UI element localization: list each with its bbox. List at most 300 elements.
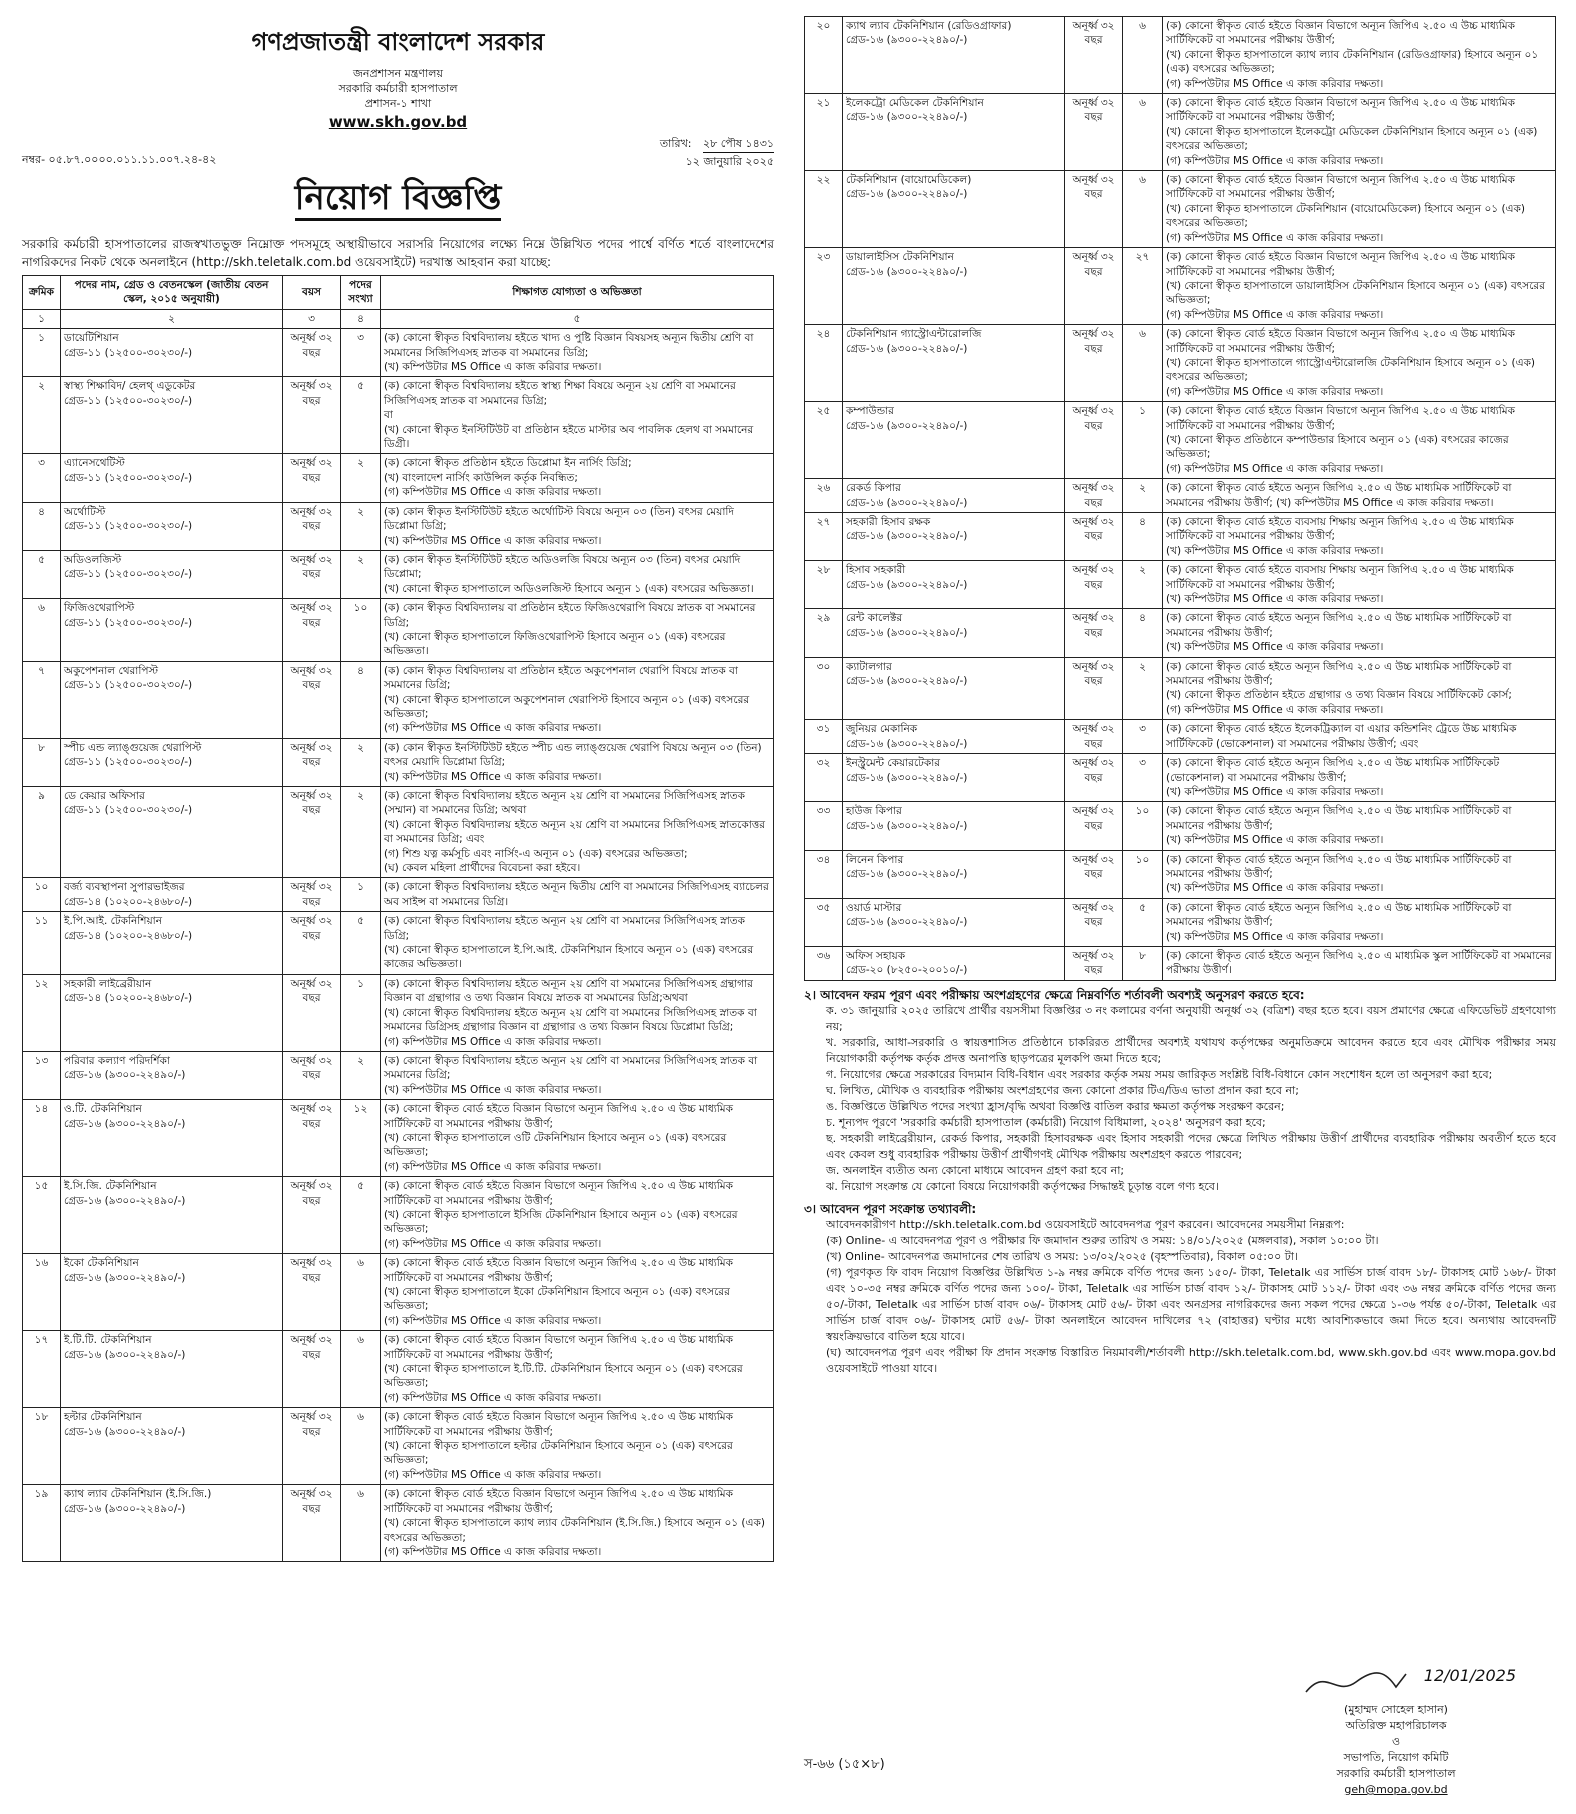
table-row — [805, 402, 1556, 479]
post-name: ইনস্ট্রুমেন্ট কেয়ারটেকার — [846, 757, 941, 770]
table-row — [23, 878, 774, 912]
row-post — [843, 609, 1065, 657]
qualification-line: (ক) কোনো স্বীকৃত বোর্ড হইতে বিজ্ঞান বিভাগে অন্যূন জিপিএ ২.৫০ এ উচ্চ মাধ্যমিক সার্টিফিকেট বা সমমানের পরীক্ষায় উত্তীর্ণ; — [1166, 405, 1515, 432]
qualification-line: (গ) কম্পিউটার MS Office এ কাজ করিবার দক্ষতা। — [384, 1545, 602, 1558]
table-row — [805, 754, 1556, 802]
table-row — [805, 657, 1556, 720]
row-age: অনূর্ধ্ব ৩২ বছর — [283, 661, 341, 738]
row-serial: ৩৬ — [805, 946, 843, 980]
row-age: অনূর্ধ্ব ৩২ বছর — [283, 1408, 341, 1485]
qualification-line: (খ) কোনো স্বীকৃত বিশ্ববিদ্যালয় হইতে অন্যূন ২য় শ্রেণি বা সমমানের সিজিপিএসহ স্নাতকোত্তর বা সমমানের ডিগ্রি; এবং — [384, 818, 766, 846]
date-label: তারিখ: — [659, 137, 692, 150]
row-count: ৬ — [1123, 94, 1163, 171]
table-row — [805, 720, 1556, 754]
row-count: ১০ — [1123, 850, 1163, 898]
row-count: ১ — [341, 974, 381, 1051]
qualification-line: (গ) কম্পিউটার MS Office এ কাজ করিবার দক্ষতা। — [1166, 154, 1384, 167]
row-serial: ৩২ — [805, 754, 843, 802]
post-grade: গ্রেড-১৬ (৯৩০০-২২৪৯০/-) — [64, 1069, 186, 1082]
row-post — [843, 946, 1065, 980]
table-row — [23, 1100, 774, 1177]
row-qualification — [381, 1051, 774, 1099]
qualification-line: (ক) কোনো স্বীকৃত বোর্ড হইতে বিজ্ঞান বিভাগে অন্যূন জিপিএ ২.৫০ এ উচ্চ মাধ্যমিক সার্টিফিকেট বা সমমানের পরীক্ষায় উত্তীর্ণ; — [1166, 174, 1515, 201]
row-count: ৬ — [1123, 17, 1163, 94]
post-name: অডিওলজিস্ট — [64, 553, 122, 566]
qualification-line: (ক) কোনো স্বীকৃত বোর্ড হইতে অন্যূন জিপিএ ২.৫০ এ উচ্চ মাধ্যমিক সার্টিফিকেট বা সমমানের পরীক্ষায় উত্তীর্ণ; — [1166, 853, 1512, 880]
post-grade: গ্রেড-১৬ (৯৩০০-২২৪৯০/-) — [64, 1425, 186, 1438]
qualification-line: (খ) কোনো স্বীকৃত হাসপাতালে ফিজিওথেরাপিস্ট হিসাবে অন্যূন ০১ (এক) বৎসরের অভিজ্ঞতা। — [384, 630, 726, 658]
row-serial: ৩৪ — [805, 850, 843, 898]
qualification-line: (খ) কোনো স্বীকৃত হাসপাতালে ওটি টেকনিশিয়ান হিসাবে অন্যূন ০১ (এক) বৎসরের অভিজ্ঞতা; — [384, 1131, 727, 1159]
qualification-line: (খ) বাংলাদেশ নার্সিং কাউন্সিল কর্তৃক নিবন্ধিত; — [384, 471, 578, 484]
row-serial: ৯ — [23, 787, 61, 878]
row-serial: ২৫ — [805, 402, 843, 479]
row-serial: ১৬ — [23, 1254, 61, 1331]
qualification-line: (খ) কোনো স্বীকৃত হাসপাতালে ইসিজি টেকনিশিয়ান হিসাবে অন্যূন ০১ (এক) বৎসরের অভিজ্ঞতা; — [384, 1208, 738, 1236]
qualification-line: (খ) কম্পিউটার MS Office এ কাজ করিবার দক্ষতা। — [384, 361, 602, 374]
qualification-line: (গ) কম্পিউটার MS Office এ কাজ করিবার দক্ষতা। — [1166, 308, 1384, 321]
table-row — [805, 94, 1556, 171]
condition-item: খ. সরকারি, আধা-সরকারি ও স্বায়ত্তশাসিত প্রতিষ্ঠানে চাকরিরত প্রার্থীদের অবশ্যই যথাযথ কর্তৃপক্ষের অনুমতিক্রমে আবেদন করতে হবে এবং মৌখিক পরীক্ষার সময় নিয়োগকারী কর্তৃপক্ষ কর্তৃক প্রদত্ত অনাপত্তি ছাড়পত্রের মূলকপি জমা দিতে হবে; — [826, 1035, 1556, 1065]
row-post — [61, 912, 283, 975]
post-grade: গ্রেড-১১ (১২৫০০-৩০২৩০/-) — [64, 394, 193, 407]
row-serial: ১৪ — [23, 1100, 61, 1177]
post-name: বর্জ্য ব্যবস্থাপনা সুপারভাইজর — [64, 881, 185, 894]
date-bengali: ২৮ পৌষ ১৪৩১ — [703, 135, 774, 153]
memo-row — [22, 135, 774, 170]
row-age: অনূর্ধ্ব ৩২ বছর — [283, 329, 341, 377]
row-post — [843, 802, 1065, 850]
signature-block — [1266, 1662, 1526, 1798]
row-count: ৫ — [1123, 898, 1163, 946]
qualification-line: (খ) কোনো স্বীকৃত হাসপাতালে ই.পি.আই. টেকনিশিয়ান হিসাবে অন্যূন ০১ (এক) বৎসরের কাজের অভিজ্ঞতা। — [384, 944, 754, 971]
qualification-line: (ক) কোনো স্বীকৃত বোর্ড হইতে অন্যূন জিপিএ ২.৫০ এ উচ্চ মাধ্যমিক সার্টিফিকেট বা সমমানের পরীক্ষায় উত্তীর্ণ; — [1166, 805, 1512, 832]
application-item: (ক) Online- এ আবেদনপত্র পূরণ ও পরীক্ষার ফি জমাদান শুরুর তারিখ ও সময়: ১৪/০১/২০২৫ (মঙ্গলবার), সকাল ১০:০০ টা। — [826, 1233, 1379, 1247]
table-row — [805, 248, 1556, 325]
post-grade: গ্রেড-১৬ (৯৩০০-২২৪৯০/-) — [846, 819, 968, 832]
qualification-line: (খ) কোনো স্বীকৃত হাসপাতালে ইকো টেকনিশিয়ান হিসাবে অন্যূন ০১ (এক) বৎসরের অভিজ্ঞতা; — [384, 1286, 730, 1313]
row-serial: ৫ — [23, 550, 61, 598]
post-name: সহকারী হিসাব রক্ষক — [846, 516, 931, 528]
row-age: অনূর্ধ্ব ৩২ বছর — [1065, 171, 1123, 248]
row-post — [61, 1051, 283, 1099]
table-row — [23, 912, 774, 975]
row-qualification — [381, 1177, 774, 1254]
qualification-line: (ক) কোনো স্বীকৃত বোর্ড হইতে বিজ্ঞান বিভাগে অন্যূন জিপিএ ২.৫০ এ উচ্চ মাধ্যমিক সার্টিফিকেট বা সমমানের পরীক্ষায় উত্তীর্ণ; — [1166, 251, 1515, 278]
row-serial: ২২ — [805, 171, 843, 248]
row-age: অনূর্ধ্ব ৩২ বছর — [1065, 479, 1123, 513]
post-name: জুনিয়র মেকানিক — [846, 723, 918, 736]
row-age: অনূর্ধ্ব ৩২ বছর — [283, 1254, 341, 1331]
row-post — [843, 720, 1065, 754]
row-age: অনূর্ধ্ব ৩২ বছর — [283, 1177, 341, 1254]
signature-scribble — [1266, 1662, 1526, 1702]
table-row — [805, 898, 1556, 946]
row-serial: ২৯ — [805, 609, 843, 657]
qualification-line: (গ) কম্পিউটার MS Office এ কাজ করিবার দক্ষতা। — [384, 1468, 602, 1481]
row-serial: ২৬ — [805, 479, 843, 513]
row-age: অনূর্ধ্ব ৩২ বছর — [1065, 657, 1123, 720]
application-intro: আবেদনকারীগণ http://skh.teletalk.com.bd ওয়েবসাইটে আবেদনপত্র পূরণ করবেন। আবেদনের সময়সীমা নিম্নরূপ: — [826, 1217, 1345, 1231]
date-block — [660, 135, 774, 170]
post-name: ক্যাথ ল্যাব টেকনিশিয়ান (ই.সি.জি.) — [64, 1488, 212, 1501]
qualification-line: (ক) কোনো স্বীকৃত বোর্ড হইতে বিজ্ঞান বিভাগে অন্যূন জিপিএ ২.৫০ এ উচ্চ মাধ্যমিক সার্টিফিকেট বা সমমানের পরীক্ষায় উত্তীর্ণ; — [1166, 328, 1515, 355]
row-qualification — [381, 1100, 774, 1177]
qualification-line: (ক) কোনো স্বীকৃত বোর্ড হইতে বিজ্ঞান বিভাগে অন্যূন জিপিএ ২.৫০ এ উচ্চ মাধ্যমিক সার্টিফিকেট বা সমমানের পরীক্ষায় উত্তীর্ণ; — [1166, 97, 1515, 124]
row-count: ৩ — [1123, 720, 1163, 754]
post-name: ইলেকট্রো মেডিকেল টেকনিশিয়ান — [846, 97, 984, 110]
post-name: স্পীচ এন্ড ল্যাঙ্গুয়েজ থেরাপিস্ট — [64, 741, 202, 754]
row-age: অনূর্ধ্ব ৩২ বছর — [1065, 402, 1123, 479]
qualification-line: (ক) কোন স্বীকৃত বিশ্ববিদ্যালয় বা প্রতিষ্ঠান হইতে অকুপেশনাল থেরাপি বিষয়ে স্নাতক বা সমমানের ডিগ্রি; — [384, 664, 738, 692]
post-name: ডায়ালাইসিস টেকনিশিয়ান — [846, 251, 954, 264]
row-serial: ১ — [23, 329, 61, 377]
qualification-line: (গ) কম্পিউটার MS Office এ কাজ করিবার দক্ষতা। — [1166, 231, 1384, 244]
table-body-left — [23, 329, 774, 1562]
post-name: ই.পি.আই. টেকনিশিয়ান — [64, 915, 162, 928]
row-qualification — [381, 912, 774, 975]
post-grade: গ্রেড-১১ (১২৫০০-৩০২৩০/-) — [64, 756, 193, 769]
row-count: ১০ — [341, 599, 381, 662]
post-grade: গ্রেড-১৬ (৯৩০০-২২৪৯০/-) — [64, 1117, 186, 1130]
row-count: ৬ — [1123, 325, 1163, 402]
section-line: প্রশাসন-১ শাখা — [364, 97, 432, 110]
application-heading: ৩। আবেদন পূরণ সংক্রান্ত তথ্যাবলী: — [804, 1201, 977, 1216]
row-qualification — [381, 599, 774, 662]
row-qualification — [381, 1485, 774, 1562]
row-post — [843, 325, 1065, 402]
row-serial: ১৩ — [23, 1051, 61, 1099]
qualification-line: (খ) কম্পিউটার MS Office এ কাজ করিবার দক্ষতা। — [1166, 641, 1384, 654]
row-age: অনূর্ধ্ব ৩২ বছর — [283, 974, 341, 1051]
post-grade: গ্রেড-১৬ (৯৩০০-২২৪৯০/-) — [846, 675, 968, 688]
row-count: ৩ — [1123, 754, 1163, 802]
row-post — [61, 974, 283, 1051]
row-count: ৫ — [341, 1177, 381, 1254]
row-post — [843, 94, 1065, 171]
row-count: ৮ — [1123, 946, 1163, 980]
post-grade: গ্রেড-১৬ (৯৩০০-২২৪৯০/-) — [846, 737, 968, 750]
post-name: সহকারী লাইব্রেরীয়ান — [64, 977, 152, 990]
post-grade: গ্রেড-১৬ (৯৩০০-২২৪৯০/-) — [64, 1348, 186, 1361]
row-qualification — [1163, 325, 1556, 402]
row-serial: ২৩ — [805, 248, 843, 325]
qualification-line: (ক) কোনো স্বীকৃত বিশ্ববিদ্যালয় হইতে অন্যূন ২য় শ্রেণি বা সমমানের সিজিপিএসহ গ্রন্থাগার বিজ্ঞান বা গ্রন্থাগার ও তথ্য বিজ্ঞান বিষয়ে স্নাতক বা সমমানের ডিগ্রি;অথবা — [384, 977, 753, 1005]
post-name: ফিজিওথেরাপিস্ট — [64, 602, 135, 615]
table-row — [23, 661, 774, 738]
row-count: ৪ — [1123, 513, 1163, 561]
row-post — [61, 1177, 283, 1254]
qualification-line: (খ) কম্পিউটার MS Office এ কাজ করিবার দক্ষতা। — [384, 534, 602, 547]
signatory-line-4: সরকারি কর্মচারী হাসপাতাল — [1336, 1767, 1456, 1780]
qualification-line: (খ) কোনো স্বীকৃত হাসপাতালে ই.টি.টি. টেকনিশিয়ান হিসাবে অন্যূন ০১ (এক) বৎসরের অভিজ্ঞতা; — [384, 1363, 743, 1390]
qualification-line: (খ) কোনো স্বীকৃত হাসপাতালে গ্যাস্ট্রোএন্টারোলজি টেকনিশিয়ান হিসাবে অন্যূন ০১ (এক) বৎসরের অভিজ্ঞতা; — [1166, 356, 1536, 384]
row-serial: ৩৫ — [805, 898, 843, 946]
row-post — [61, 377, 283, 454]
post-grade: গ্রেড-১১ (১২৫০০-৩০২৩০/-) — [64, 616, 193, 629]
row-post — [61, 787, 283, 878]
post-grade: গ্রেড-১৬ (৯৩০০-২২৪৯০/-) — [64, 1194, 186, 1207]
row-age: অনূর্ধ্ব ৩২ বছর — [283, 912, 341, 975]
post-name: অকুপেশনাল থেরাপিস্ট — [64, 664, 159, 677]
table-row — [23, 738, 774, 786]
row-qualification — [1163, 802, 1556, 850]
post-grade: গ্রেড-২০ (৮২৫০-২০০১০/-) — [846, 964, 968, 977]
table-row — [805, 479, 1556, 513]
post-name: অফিস সহায়ক — [846, 949, 906, 962]
post-name: পরিবার কল্যাণ পরিদর্শিকা — [64, 1054, 170, 1067]
row-count: ৫ — [341, 377, 381, 454]
row-count: ৬ — [341, 1254, 381, 1331]
row-count: ২ — [1123, 561, 1163, 609]
row-post — [61, 1100, 283, 1177]
qualification-line: (গ) কম্পিউটার MS Office এ কাজ করিবার দক্ষতা। — [384, 1035, 602, 1048]
conditions-heading: ২। আবেদন ফরম পূরণ এবং পরীক্ষায় অংশগ্রহণের ক্ষেত্রে নিম্নবর্ণিত শর্তাবলী অবশ্যই অনুসরণ করতে হবে: — [804, 987, 1305, 1002]
signatory-line-2: ও — [1391, 1735, 1401, 1748]
row-count: ২ — [341, 738, 381, 786]
qualification-line: (ক) কোনো স্বীকৃত বোর্ড হইতে বিজ্ঞান বিভাগে অন্যূন জিপিএ ২.৫০ এ উচ্চ মাধ্যমিক সার্টিফিকেট বা সমমানের পরীক্ষায় উত্তীর্ণ; — [384, 1411, 733, 1438]
header-age: বয়স — [283, 276, 341, 310]
row-age: অনূর্ধ্ব ৩২ বছর — [283, 377, 341, 454]
post-name: ইকো টেকনিশিয়ান — [64, 1257, 139, 1270]
signatory-email[interactable]: geh@mopa.gov.bd — [1344, 1783, 1448, 1796]
intro-paragraph: সরকারি কর্মচারী হাসপাতালের রাজস্বখাতভুক্ত নিম্নোক্ত পদসমূহে অস্থায়ীভাবে সরাসরি নিয়োগের লক্ষ্যে নিম্নে উল্লিখিত পদের পার্শ্বে বর্ণিত শর্তে বাংলাদেশের নাগরিকদের নিকট থেকে অনলাইনে (http://skh.teletalk.com.bd ওয়েবসাইটে) দরখাস্ত আহবান করা যাচ্ছে: — [22, 237, 774, 269]
row-serial: ২৭ — [805, 513, 843, 561]
row-post — [843, 402, 1065, 479]
row-post — [61, 550, 283, 598]
qualification-line: (খ) কম্পিউটার MS Office এ কাজ করিবার দক্ষতা। — [1166, 593, 1384, 606]
row-post — [61, 599, 283, 662]
signatory-line-3: সভাপতি, নিয়োগ কমিটি — [1343, 1751, 1449, 1764]
row-qualification — [1163, 248, 1556, 325]
row-count: ২ — [341, 1051, 381, 1099]
table-row — [23, 502, 774, 550]
row-qualification — [1163, 561, 1556, 609]
row-serial: ১০ — [23, 878, 61, 912]
table-row — [23, 1051, 774, 1099]
post-name: হিসাব সহকারী — [846, 564, 906, 577]
row-serial: ৬ — [23, 599, 61, 662]
application-item: (গ) পূরণকৃত ফি বাবদ নিয়োগ বিজ্ঞপ্তির উল্লিখিত ১-৯ নম্বর ক্রমিকে বর্ণিত পদের জন্য ১৫০/- টাকা, Teletalk এর সার্ভিস চার্জ বাবদ ১৮/- টাকাসহ মোট ১৬৮/- টাকা এবং ১০-৩৫ নম্বর ক্রমিকে বর্ণিত পদের জন্য ১০০/- টাকা, Teletalk এর সার্ভিস চার্জ বাবদ ১২/- টাকাসহ মোট ১১২/- টাকা এবং ৩৬ নম্বর ক্রমিকে বর্ণিত পদের জন্য ৫০/-টাকা, Teletalk এর সার্ভিস চার্জ বাবদ ০৬/- টাকাসহ মোট ৫৬/- টাকা এবং অনগ্রসর নাগরিকদের জন্য সকল পদের ক্ষেত্রে ১-৩৬ পর্যন্ত ৫০/-টাকা, Teletalk এর সার্ভিস চার্জ বাবদ ০৬/- টাকাসহ মোট ৫৬/- টাকা অনলাইনে আবেদন দাখিলের ৭২ (বাহাত্তর) ঘণ্টার মধ্যে আবশ্যিকভাবে জমা দিতে হবে। অন্যথায় আবেদনটি স্বয়ংক্রিয়ভাবে বাতিল হয়ে যাবে। — [826, 1265, 1556, 1343]
left-column — [22, 20, 774, 1800]
row-age: অনূর্ধ্ব ৩২ বছর — [1065, 898, 1123, 946]
row-qualification — [1163, 898, 1556, 946]
table-row — [805, 946, 1556, 980]
post-grade: গ্রেড-১৬ (৯৩০০-২২৪৯০/-) — [846, 530, 968, 543]
row-count: ৬ — [1123, 171, 1163, 248]
row-count: ৬ — [341, 1485, 381, 1562]
row-count: ৩ — [341, 329, 381, 377]
row-post — [843, 561, 1065, 609]
row-serial: ১১ — [23, 912, 61, 975]
row-age: অনূর্ধ্ব ৩২ বছর — [283, 1485, 341, 1562]
post-grade: গ্রেড-১৬ (৯৩০০-২২৪৯০/-) — [846, 771, 968, 784]
row-post — [843, 513, 1065, 561]
post-grade: গ্রেড-১১ (১২৫০০-৩০২৩০/-) — [64, 471, 193, 484]
table-row — [23, 377, 774, 454]
conditions-list — [804, 1003, 1556, 1195]
row-serial: ১৮ — [23, 1408, 61, 1485]
row-post — [61, 454, 283, 502]
post-grade: গ্রেড-১৬ (৯৩০০-২২৪৯০/-) — [846, 496, 968, 509]
qualification-line: (খ) কোনো স্বীকৃত হাসপাতালে হল্টার টেকনিশিয়ান হিসাবে অন্যূন ০১ (এক) বৎসরের অভিজ্ঞতা; — [384, 1440, 733, 1467]
header-qualification: শিক্ষাগত যোগ্যতা ও অভিজ্ঞতা — [381, 276, 774, 310]
qualification-line: (ক) কোনো স্বীকৃত বিশ্ববিদ্যালয় হইতে স্বাস্থ্য শিক্ষা বিষয়ে অন্যূন ২য় শ্রেণি বা সমমানের সিজিপিএসহ স্নাতক বা সমমানের ডিগ্রি; — [384, 380, 736, 407]
qualification-line: (ক) কোনো স্বীকৃত বিশ্ববিদ্যালয় হইতে অন্যূন দ্বিতীয় শ্রেণি বা সমমানের সিজিপিএসহ ব্যাচেলর অব সাইন্স বা সমমানের ডিগ্রি। — [384, 881, 769, 908]
post-grade: গ্রেড-১৬ (৯৩০০-২২৪৯০/-) — [846, 626, 968, 639]
post-grade: গ্রেড-১৬ (৯৩০০-২২৪৯০/-) — [846, 578, 968, 591]
application-section — [804, 1201, 1556, 1377]
table-row — [805, 609, 1556, 657]
post-grade: গ্রেড-১৬ (৯৩০০-২২৪৯০/-) — [64, 1271, 186, 1284]
qualification-line: (খ) কোনো স্বীকৃত হাসপাতালে অকুপেশনাল থেরাপিস্ট হিসাবে অন্যূন ০১ (এক) বৎসরের অভিজ্ঞতা; — [384, 693, 750, 720]
row-qualification — [1163, 94, 1556, 171]
index-5: ৫ — [381, 309, 774, 328]
row-qualification — [381, 787, 774, 878]
row-qualification — [1163, 402, 1556, 479]
qualification-line: (খ) কম্পিউটার MS Office এ কাজ করিবার দক্ষতা। — [384, 770, 602, 783]
post-grade: গ্রেড-১৪ (১০২০০-২৪৬৮০/-) — [64, 929, 193, 942]
row-serial: ৩ — [23, 454, 61, 502]
row-serial: ২১ — [805, 94, 843, 171]
table-row — [805, 325, 1556, 402]
table-row — [805, 17, 1556, 94]
qualification-line: (খ) কম্পিউটার MS Office এ কাজ করিবার দক্ষতা। — [1166, 882, 1384, 895]
qualification-line: (ক) কোনো স্বীকৃত বোর্ড হইতে বিজ্ঞান বিভাগে অন্যূন জিপিএ ২.৫০ এ উচ্চ মাধ্যমিক সার্টিফিকেট বা সমমানের পরীক্ষায় উত্তীর্ণ; — [384, 1257, 733, 1284]
row-post — [843, 898, 1065, 946]
row-serial: ১৯ — [23, 1485, 61, 1562]
table-row — [23, 329, 774, 377]
row-age: অনূর্ধ্ব ৩২ বছর — [1065, 754, 1123, 802]
table-row — [23, 1331, 774, 1408]
condition-item: গ. নিয়োগের ক্ষেত্রে সরকারের বিদ্যমান বিধি-বিধান এবং সরকার কর্তৃক সময় সময় জারিকৃত সংশ্লিষ্ট বিধি-বিধানে কোন সংশোধন হলে তা অনুসরণ করা হবে; — [826, 1067, 1493, 1081]
qualification-line: (ক) কোনো স্বীকৃত বোর্ড হইতে ব্যবসায় শিক্ষায় অন্যূন জিপিএ ২.৫০ এ উচ্চ মাধ্যমিক সার্টিফিকেট বা সমমানের পরীক্ষায় উত্তীর্ণ; — [1166, 564, 1514, 591]
index-2: ২ — [61, 309, 283, 328]
row-age: অনূর্ধ্ব ৩২ বছর — [283, 1100, 341, 1177]
row-post — [843, 248, 1065, 325]
index-4: ৪ — [341, 309, 381, 328]
row-serial: ১৭ — [23, 1331, 61, 1408]
row-serial: ২৪ — [805, 325, 843, 402]
row-serial: ২ — [23, 377, 61, 454]
post-name: রেকর্ড কিপার — [846, 482, 901, 495]
table-row — [805, 513, 1556, 561]
qualification-line: (ক) কোনো স্বীকৃত বোর্ড হইতে বিজ্ঞান বিভাগে অন্যূন জিপিএ ২.৫০ এ উচ্চ মাধ্যমিক সার্টিফিকেট বা সমমানের পরীক্ষায় উত্তীর্ণ; — [1166, 20, 1515, 47]
qualification-line: (ক) কোনো স্বীকৃত বোর্ড হইতে বিজ্ঞান বিভাগে অন্যূন জিপিএ ২.৫০ এ উচ্চ মাধ্যমিক সার্টিফিকেট বা সমমানের পরীক্ষায় উত্তীর্ণ; — [384, 1334, 733, 1361]
qualification-line: (ক) কোনো স্বীকৃত বিশ্ববিদ্যালয় হইতে অন্যূন ২য় শ্রেণি বা সমমানের সিজিপিএসহ স্নাতক ডিগ্রি; — [384, 915, 745, 942]
government-title: গণপ্রজাতন্ত্রী বাংলাদেশ সরকার — [251, 28, 545, 56]
table-row — [23, 454, 774, 502]
post-name: টেকনিশিয়ান গ্যাস্ট্রোএন্টারোলজি — [846, 328, 982, 341]
post-grade: গ্রেড-১৪ (১০২০০-২৪৬৮০/-) — [64, 992, 193, 1005]
row-count: ৪ — [341, 661, 381, 738]
qualification-line: (ক) কোনো স্বীকৃত বোর্ড হইতে অন্যূন জিপিএ ২.৫০ এ উচ্চ মাধ্যমিক সার্টিফিকেট বা সমমানের পরীক্ষায় উত্তীর্ণ; — [1166, 901, 1512, 929]
row-qualification — [381, 1331, 774, 1408]
qualification-line: (ক) কোনো স্বীকৃত বোর্ড হইতে অন্যূন জিপিএ ২.৫০ এ উচ্চ মাধ্যমিক সার্টিফিকেট বা সমমানের পরীক্ষায় উত্তীর্ণ; (খ) কম্পিউটার MS Office এ কাজ করিবার দক্ষতা। — [1166, 482, 1512, 509]
qualification-line: (খ) কম্পিউটার MS Office এ কাজ করিবার দক্ষতা। — [384, 1083, 602, 1096]
table-row — [23, 974, 774, 1051]
row-serial: ২০ — [805, 17, 843, 94]
row-post — [843, 754, 1065, 802]
row-age: অনূর্ধ্ব ৩২ বছর — [1065, 94, 1123, 171]
table-row — [23, 599, 774, 662]
post-grade: গ্রেড-১৬ (৯৩০০-২২৪৯০/-) — [846, 419, 968, 432]
qualification-line: (ক) কোনো স্বীকৃত বিশ্ববিদ্যালয় হইতে অন্যূন ২য় শ্রেণি বা সমমানের সিজিপিএসহ স্নাতক (সম্মান) বা সমমানের ডিগ্রি; অথবা — [384, 790, 745, 817]
row-age: অনূর্ধ্ব ৩২ বছর — [1065, 720, 1123, 754]
row-post — [61, 661, 283, 738]
row-age: অনূর্ধ্ব ৩২ বছর — [1065, 850, 1123, 898]
header-serial: ক্রমিক — [23, 276, 61, 310]
qualification-line: (খ) কোনো স্বীকৃত হাসপাতালে টেকনিশিয়ান (বায়োমেডিকেল) হিসাবে অন্যূন ০১ (এক) বৎসরের অভিজ্ঞতা; — [1166, 202, 1525, 230]
website-link[interactable]: www.skh.gov.bd — [328, 113, 468, 131]
signatory-name: (মুহাম্মদ সোহেল হাসান) — [1344, 1703, 1448, 1716]
qualification-line: বা — [384, 409, 393, 422]
post-grade: গ্রেড-১৬ (৯৩০০-২২৪৯০/-) — [846, 188, 968, 201]
table-row — [23, 1408, 774, 1485]
table-row — [23, 550, 774, 598]
qualification-line: (গ) কম্পিউটার MS Office এ কাজ করিবার দক্ষতা। — [384, 1391, 602, 1404]
row-post — [843, 850, 1065, 898]
row-post — [61, 1408, 283, 1485]
footer-code: স-৬৬ (১৫×৮) — [804, 1757, 885, 1772]
qualification-line: (ক) কোনো স্বীকৃত বোর্ড হইতে ব্যবসায় শিক্ষায় অন্যূন জিপিএ ২.৫০ এ উচ্চ মাধ্যমিক সার্টিফিকেট বা সমমানের পরীক্ষায় উত্তীর্ণ; — [1166, 516, 1514, 543]
row-age: অনূর্ধ্ব ৩২ বছর — [283, 502, 341, 550]
row-age: অনূর্ধ্ব ৩২ বছর — [1065, 561, 1123, 609]
condition-item: জ. অনলাইন ব্যতীত অন্য কোনো মাধ্যমে আবেদন গ্রহণ করা হবে না; — [826, 1163, 1125, 1177]
application-item: (খ) Online- আবেদনপত্র জমাদানের শেষ তারিখ ও সময়: ১৩/০২/২০২৫ (বৃহস্পতিবার), বিকাল ০৫:০০ টা। — [826, 1249, 1298, 1263]
row-post — [843, 479, 1065, 513]
row-serial: ৮ — [23, 738, 61, 786]
row-count: ২ — [341, 550, 381, 598]
qualification-line: (খ) কোনো স্বীকৃত হাসপাতালে অডিওলজিস্ট হিসাবে অন্যূন ১ (এক) বৎসরের অভিজ্ঞতা। — [384, 582, 754, 595]
post-name: এ্যানেসথেটিস্ট — [64, 457, 125, 470]
qualification-line: (ক) কোনো স্বীকৃত বোর্ড হইতে বিজ্ঞান বিভাগে অন্যূন জিপিএ ২.৫০ এ উচ্চ মাধ্যমিক সার্টিফিকেট বা সমমানের পরীক্ষায় উত্তীর্ণ; — [384, 1488, 733, 1515]
table-row — [805, 850, 1556, 898]
qualification-line: (খ) কোনো স্বীকৃত হাসপাতালে ক্যাথ ল্যাব টেকনিশিয়ান (ই.সি.জি.) হিসাবে অন্যূন ০১ (এক) বৎসরের অভিজ্ঞতা; — [384, 1517, 765, 1544]
conditions-section — [804, 987, 1556, 1195]
row-serial: ৪ — [23, 502, 61, 550]
post-name: ক্যাথ ল্যাব টেকনিশিয়ান (রেডিওগ্রাফার) — [846, 20, 1012, 32]
row-serial: ৩০ — [805, 657, 843, 720]
table-row — [23, 1254, 774, 1331]
row-count: ৬ — [341, 1408, 381, 1485]
row-qualification — [1163, 720, 1556, 754]
qualification-line: (গ) কম্পিউটার MS Office এ কাজ করিবার দক্ষতা। — [384, 1314, 602, 1327]
row-post — [61, 502, 283, 550]
row-count: ২ — [341, 454, 381, 502]
qualification-line: (গ) কম্পিউটার MS Office এ কাজ করিবার দক্ষতা। — [384, 486, 602, 499]
row-qualification — [381, 1254, 774, 1331]
hospital-line: সরকারি কর্মচারী হাসপাতাল — [338, 82, 458, 95]
condition-item: ক. ৩১ জানুয়ারি ২০২৫ তারিখে প্রার্থীর বয়সসীমা বিজ্ঞপ্তির ৩ নং কলামের বর্ণনা অনুযায়ী অনূর্ধ্ব ৩২ (বত্রিশ) বছর হতে হবে। বয়স প্রমাণের ক্ষেত্রে এফিডেভিট গ্রহণযোগ্য নয়; — [826, 1003, 1556, 1033]
qualification-line: (খ) কম্পিউটার MS Office এ কাজ করিবার দক্ষতা। — [1166, 785, 1384, 798]
post-grade: গ্রেড-১১ (১২৫০০-৩০২৩০/-) — [64, 520, 193, 533]
row-qualification — [381, 661, 774, 738]
post-name: ডায়েটিশিয়ান — [64, 332, 119, 345]
qualification-line: (খ) কোনো স্বীকৃত প্রতিষ্ঠানে কম্পাউন্ডার হিসাবে অন্যূন ০১ (এক) বৎসরের কাজের অভিজ্ঞতা; — [1166, 433, 1509, 461]
qualification-line: (ক) কোনো স্বীকৃত বোর্ড হইতে ইলেকট্রিক্যাল বা এয়ার কন্ডিশনিং ট্রেডে উচ্চ মাধ্যমিক সার্টিফিকেট (ভোকেশনাল) বা সমমানের পরীক্ষায় উত্তীর্ণ; এবং — [1166, 723, 1517, 750]
row-count: ১০ — [1123, 802, 1163, 850]
table-row — [805, 171, 1556, 248]
post-grade: গ্রেড-১৪ (১০২০০-২৪৬৮০/-) — [64, 895, 193, 908]
qualification-line: (গ) কম্পিউটার MS Office এ কাজ করিবার দক্ষতা। — [1166, 703, 1384, 716]
row-qualification — [381, 377, 774, 454]
post-name: স্বাস্থ্য শিক্ষাবিদ/ হেলথ্ এডুকেটর — [64, 380, 196, 393]
table-row — [23, 787, 774, 878]
row-count: ৫ — [341, 912, 381, 975]
qualification-line: (ক) কোন স্বীকৃত বিশ্ববিদ্যালয় বা প্রতিষ্ঠান হইতে ফিজিওথেরাপি বিষয়ে স্নাতক বা সমমানের ডিগ্রি; — [384, 602, 756, 629]
table-row — [23, 1485, 774, 1562]
